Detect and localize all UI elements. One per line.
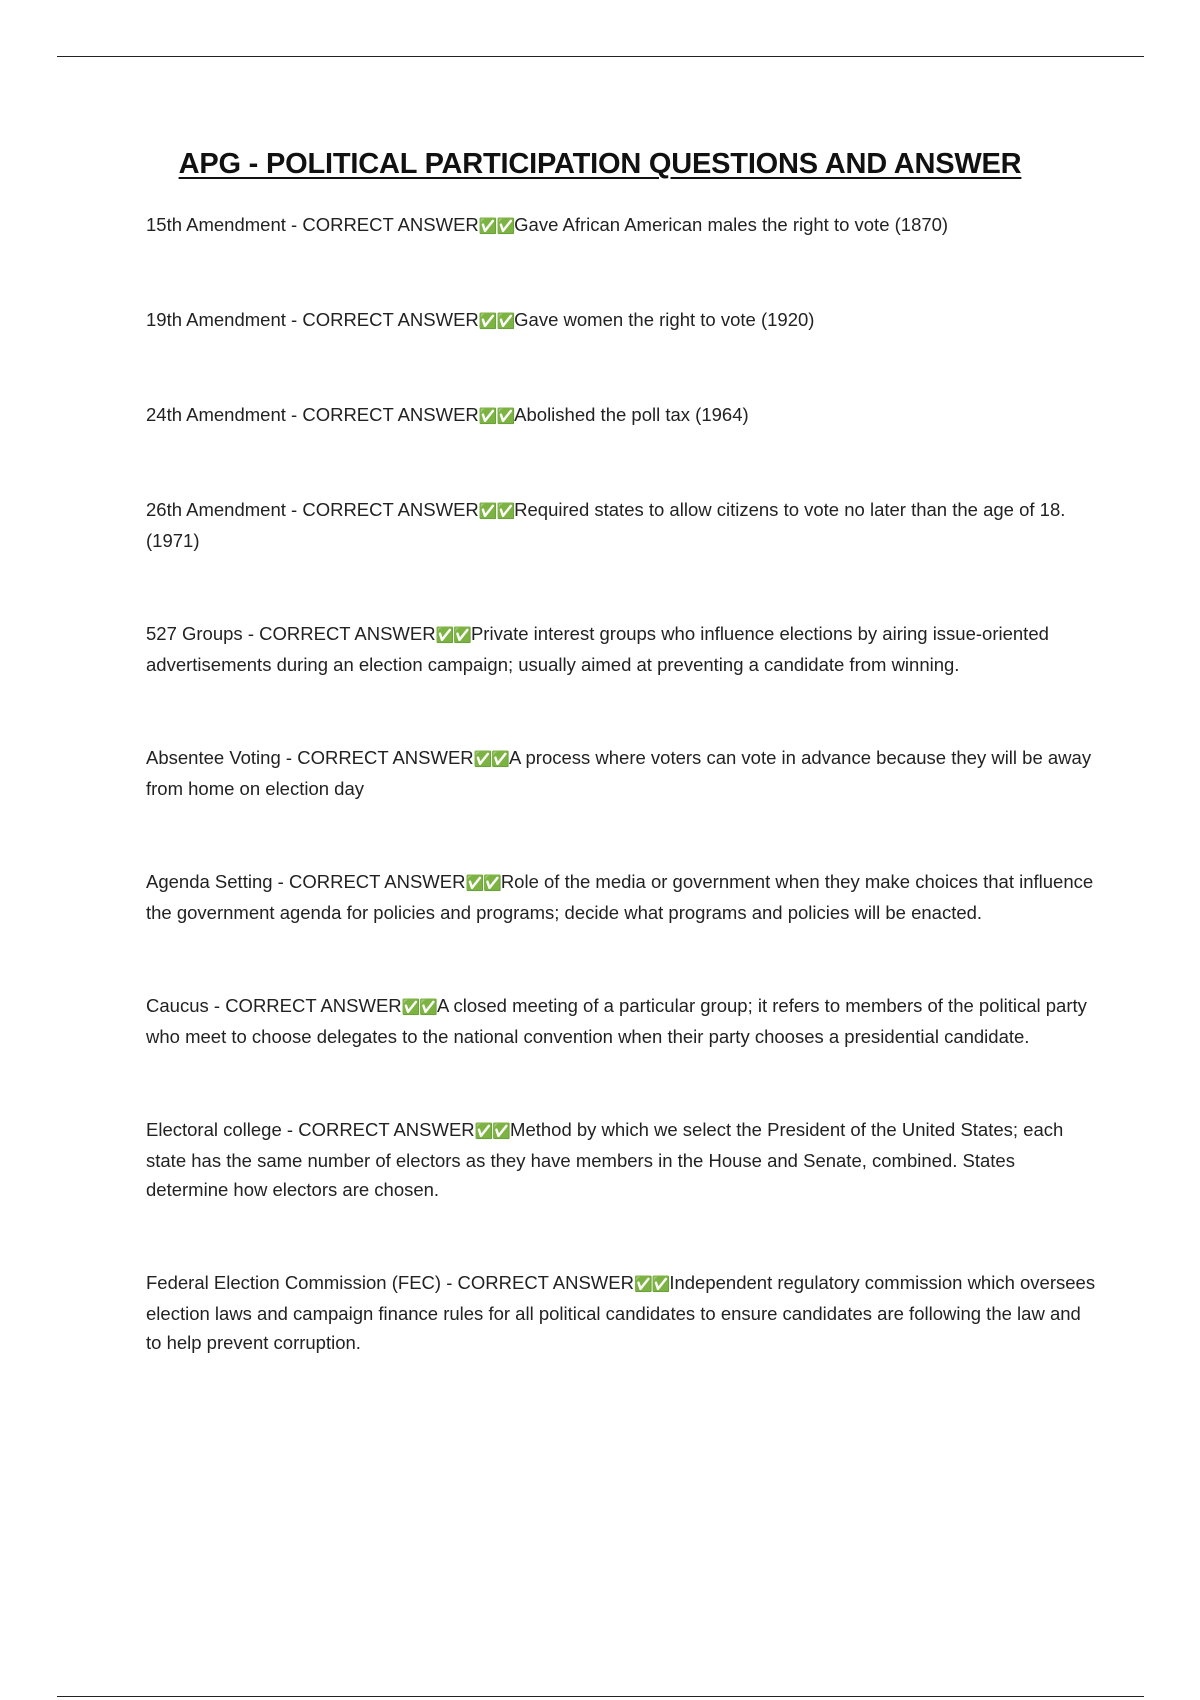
list-item: Agenda Setting - CORRECT ANSWER✅✅Role of the media or government when they make choices that influence the government agenda for policies and programs; decide what programs and policies will be enacted. xyxy=(146,871,1094,923)
entry-definition: Gave African American males the right to vote (1870) xyxy=(514,214,949,235)
list-item: 26th Amendment - CORRECT ANSWER✅✅Required states to allow citizens to vote no later than the age of 18. (1971) xyxy=(146,499,1066,551)
entry-term: Absentee Voting xyxy=(146,747,281,768)
list-item: Absentee Voting - CORRECT ANSWER✅✅A process where voters can vote in advance because they will be away from home on election day xyxy=(146,747,1092,799)
entry-term: Agenda Setting xyxy=(146,871,273,892)
list-item: Federal Election Commission (FEC) - CORRECT ANSWER✅✅Independent regulatory commission which oversees election laws and campaign finance rules for all political candidates to ensure candidates are following the law and to help prevent corruption. xyxy=(146,1272,1096,1353)
check-icon: ✅✅ xyxy=(473,750,510,768)
list-item: 24th Amendment - CORRECT ANSWER✅✅Abolished the poll tax (1964) xyxy=(146,404,749,425)
entry-definition: A closed meeting of a particular group; it refers to members of the political party who meet to choose delegates to the national convention when their party chooses a presidential candidate. xyxy=(146,995,1087,1047)
entry-term: Caucus xyxy=(146,995,209,1016)
check-icon: ✅✅ xyxy=(478,217,515,235)
entry-definition: Abolished the poll tax (1964) xyxy=(514,404,749,425)
entry-definition: Private interest groups who influence elections by airing issue-oriented advertisements during an election campaign; usually aimed at preventing a candidate from winning. xyxy=(146,623,1049,675)
list-item: 15th Amendment - CORRECT ANSWER✅✅Gave African American males the right to vote (1870) xyxy=(146,214,949,235)
answer-label: CORRECT ANSWER xyxy=(288,871,466,892)
entry-definition: Independent regulatory commission which oversees election laws and campaign finance rules for all political candidates to ensure candidates are following the law and to help prevent corruption. xyxy=(146,1272,1096,1353)
check-icon: ✅✅ xyxy=(401,998,438,1016)
entry-definition: A process where voters can vote in advance because they will be away from home on election day xyxy=(146,747,1092,799)
entry-term: 15th Amendment xyxy=(146,214,286,235)
list-item: Electoral college - CORRECT ANSWER✅✅Method by which we select the President of the United States; each state has the same number of electors as they have members in the House and Senate, combined. States determine how electors are chosen. xyxy=(146,1119,1064,1200)
answer-label: CORRECT ANSWER xyxy=(302,499,479,520)
entry-definition: Method by which we select the President of the United States; each state has the same number of electors as they have members in the House and Senate, combined. States determine how electors are chosen. xyxy=(146,1119,1064,1200)
entry-term: Federal Election Commission (FEC) xyxy=(146,1272,442,1293)
page-title: APG - POLITICAL PARTICIPATION QUESTIONS AND ANSWER xyxy=(178,148,1022,180)
entry-term: 26th Amendment xyxy=(146,499,286,520)
entry-definition: Role of the media or government when they make choices that influence the government agenda for policies and programs; decide what programs and policies will be enacted. xyxy=(146,871,1094,923)
check-icon: ✅✅ xyxy=(474,1122,511,1140)
check-icon: ✅✅ xyxy=(478,312,515,330)
entry-term: Electoral college xyxy=(146,1119,282,1140)
answer-label: CORRECT ANSWER xyxy=(457,1272,634,1293)
check-icon: ✅✅ xyxy=(465,874,501,892)
entry-term: 527 Groups xyxy=(146,623,243,644)
answer-label: CORRECT ANSWER xyxy=(298,1119,475,1140)
answer-label: CORRECT ANSWER xyxy=(302,309,479,330)
answer-label: CORRECT ANSWER xyxy=(302,214,479,235)
list-item: 527 Groups - CORRECT ANSWER✅✅Private interest groups who influence elections by airing issue-oriented advertisements during an election campaign; usually aimed at preventing a candidate from winning. xyxy=(146,623,1049,675)
answer-label: CORRECT ANSWER xyxy=(225,995,402,1016)
check-icon: ✅✅ xyxy=(633,1275,670,1293)
entry-definition: Required states to allow citizens to vote no later than the age of 18. (1971) xyxy=(146,499,1066,551)
bottom-rule xyxy=(57,1696,1144,1697)
answer-label: CORRECT ANSWER xyxy=(302,404,479,425)
answer-label: CORRECT ANSWER xyxy=(259,623,436,644)
check-icon: ✅✅ xyxy=(435,626,471,644)
entry-definition: Gave women the right to vote (1920) xyxy=(514,309,815,330)
entry-list xyxy=(146,210,1096,1421)
entry-term: 19th Amendment xyxy=(146,309,286,330)
answer-label: CORRECT ANSWER xyxy=(297,747,474,768)
list-item: Caucus - CORRECT ANSWER✅✅A closed meeting of a particular group; it refers to members of the political party who meet to choose delegates to the national convention when their party chooses a presidential candidate. xyxy=(146,995,1087,1047)
check-icon: ✅✅ xyxy=(478,407,515,425)
list-item: 19th Amendment - CORRECT ANSWER✅✅Gave women the right to vote (1920) xyxy=(146,309,815,330)
check-icon: ✅✅ xyxy=(478,502,515,520)
top-rule xyxy=(57,56,1144,57)
entry-term: 24th Amendment xyxy=(146,404,286,425)
